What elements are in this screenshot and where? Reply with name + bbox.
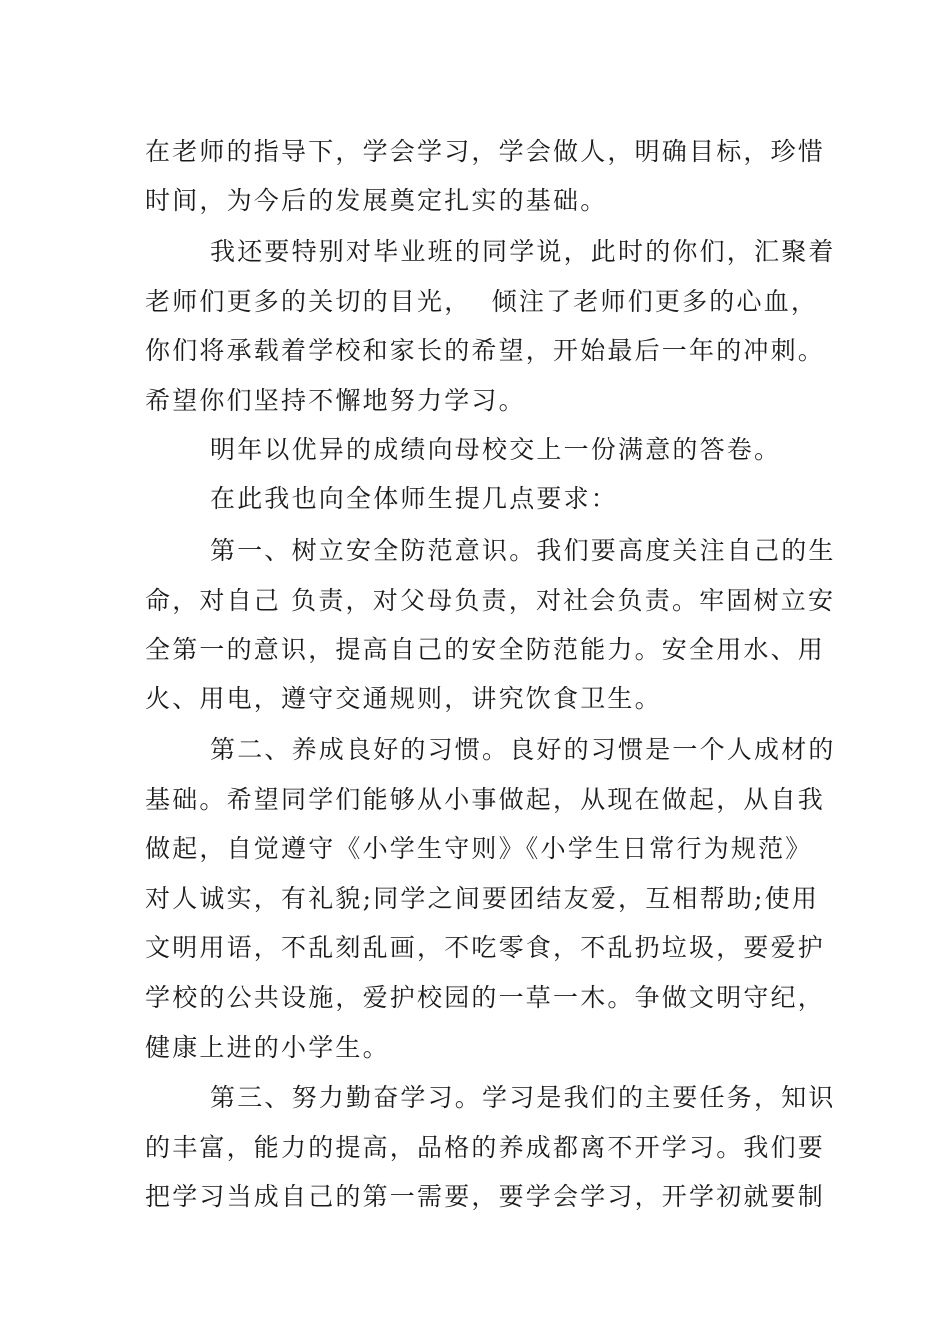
text-line: 在老师的指导下，学会学习，学会做人，明确目标，珍惜	[145, 137, 826, 166]
text-line: 老师们更多的关切的目光， 倾注了老师们更多的心血，	[145, 287, 819, 316]
text-line: 第三、努力勤奋学习。学习是我们的主要任务，知识	[210, 1083, 836, 1112]
text-line: 你们将承载着学校和家长的希望，开始最后一年的冲刺。	[145, 336, 826, 365]
text-line: 文明用语，不乱刻乱画，不吃零食，不乱扔垃圾，要爱护	[145, 933, 826, 962]
text-line: 基础。希望同学们能够从小事做起，从现在做起，从自我	[145, 785, 826, 814]
text-line: 健康上进的小学生。	[145, 1033, 390, 1062]
text-line: 做起，自觉遵守《小学生守则》《小学生日常行为规范》	[145, 834, 813, 863]
text-line: 时间，为今后的发展奠定扎实的基础。	[145, 186, 608, 215]
text-line: 命，对自己 负责，对父母负责，对社会负责。牢固树立安	[145, 586, 836, 615]
text-line: 的丰富，能力的提高，品格的养成都离不开学习。我们要	[145, 1133, 826, 1162]
text-line: 在此我也向全体师生提几点要求：	[210, 484, 619, 513]
text-line: 希望你们坚持不懈地努力学习。	[145, 386, 526, 415]
text-line: 全第一的意识，提高自己的安全防范能力。安全用水、用	[145, 635, 826, 664]
text-line: 对人诚实，有礼貌;同学之间要团结友爱，互相帮助;使用	[145, 884, 820, 913]
text-line: 第一、树立安全防范意识。我们要高度关注自己的生	[210, 536, 836, 565]
text-line: 我还要特别对毕业班的同学说，此时的你们，汇聚着	[210, 237, 836, 266]
text-line: 把学习当成自己的第一需要，要学会学习，开学初就要制	[145, 1182, 826, 1211]
text-line: 火、用电，遵守交通规则，讲究饮食卫生。	[145, 684, 662, 713]
text-line: 明年以优异的成绩向母校交上一份满意的答卷。	[210, 435, 782, 464]
text-line: 第二、养成良好的习惯。良好的习惯是一个人成材的	[210, 735, 836, 764]
text-line: 学校的公共设施，爱护校园的一草一木。争做文明守纪，	[145, 983, 826, 1012]
